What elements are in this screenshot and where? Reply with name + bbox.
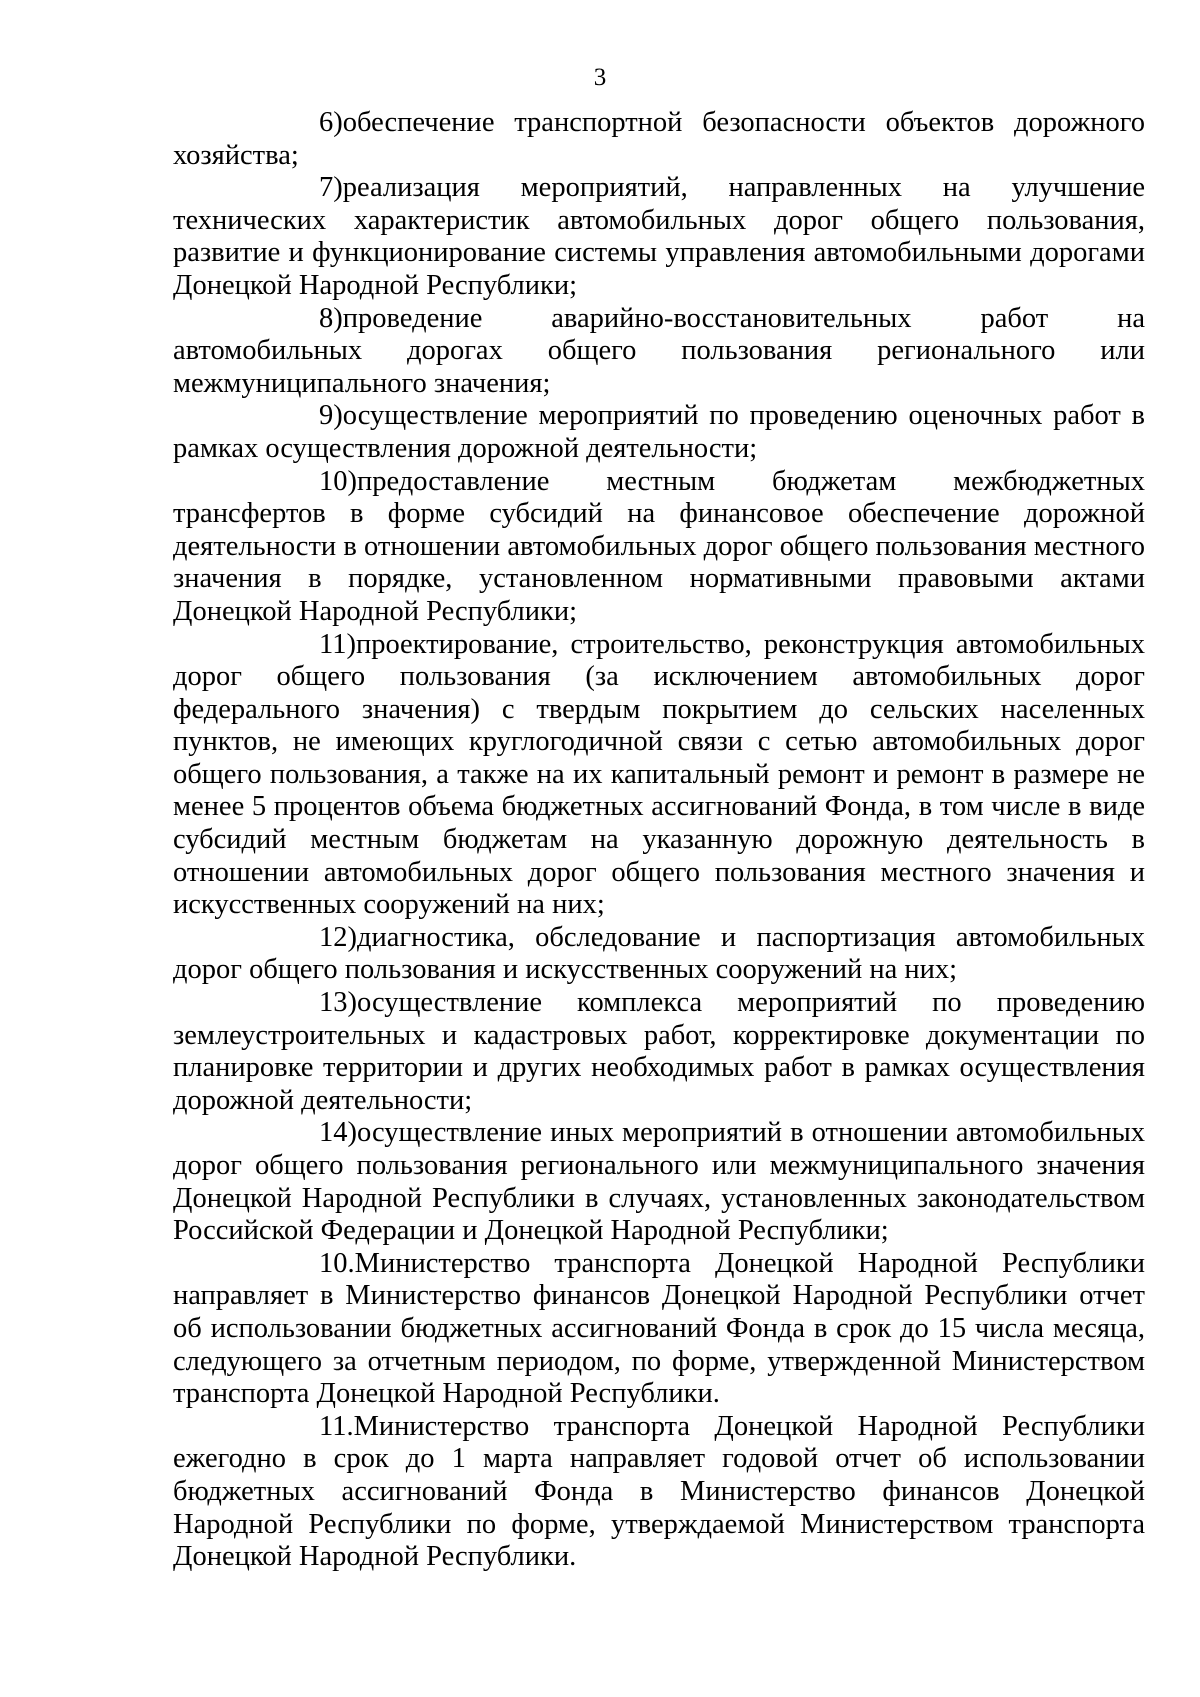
item-text: осуществление иных мероприятий в отношении автомобильных дорог общего пользования регионального или межмуниципального значения Донецкой Народной Республики в случаях, установленных законодательством Российской Федерации и Донецкой Народной Республики; (173, 1117, 1145, 1247)
page-number: 3 (593, 64, 607, 91)
list-item-9 (173, 400, 1145, 465)
document-body (173, 107, 1145, 1574)
section-text: Министерство транспорта Донецкой Народной Республики ежегодно в срок до 1 марта направляет годовой отчет об использовании бюджетных ассигнований Фонда в Министерство финансов Донецкой Народной Республики по форме, утверждаемой Министерством транспорта Донецкой Народной Республики. (173, 1410, 1145, 1573)
section-number: 11. (319, 1410, 354, 1442)
section-text: Министерство транспорта Донецкой Народной Республики направляет в Министерство финансов Донецкой Народной Республики отчет об использовании бюджетных ассигнований Фонда в срок до 15 числа месяца, следующего за отчетным периодом, по форме, утвержденной Министерством транспорта Донецкой Народной Республики. (173, 1247, 1145, 1410)
item-text: реализация мероприятий, направленных на улучшение технических характеристик автомобильных дорог общего пользования, развитие и функционирование системы управления автомобильными дорогами Донецкой Народной Республики; (173, 172, 1145, 301)
item-number: 13) (319, 987, 357, 1019)
list-item-8 (173, 303, 1145, 401)
section-11 (173, 1411, 1145, 1574)
item-text: диагностика, обследование и паспортизация автомобильных дорог общего пользования и искусственных сооружений на них; (173, 921, 1145, 986)
list-item-12 (173, 922, 1145, 987)
item-text: осуществление мероприятий по проведению оценочных работ в рамках осуществления дорожной деятельности; (173, 400, 1145, 464)
item-text: предоставление местным бюджетам межбюджетных трансфертов в форме субсидий на финансовое обеспечение дорожной деятельности в отношении автомобильных дорог общего пользования местного значения в порядке, установленном нормативными правовыми актами Донецкой Народной Республики; (173, 465, 1145, 627)
item-number: 6) (319, 107, 343, 138)
item-number: 8) (319, 302, 343, 334)
item-number: 9) (319, 400, 343, 432)
item-text: проведение аварийно-восстановительных работ на автомобильных дорогах общего пользования регионального или межмуниципального значения; (173, 302, 1145, 399)
section-10 (173, 1248, 1145, 1411)
list-item-13 (173, 987, 1145, 1117)
list-item-7 (173, 172, 1145, 302)
item-number: 12) (319, 921, 357, 953)
list-item-14 (173, 1117, 1145, 1247)
item-text: проектирование, строительство, реконструкция автомобильных дорог общего пользования (за исключением автомобильных дорог федерального значения) с твердым покрытием до сельских населенных пунктов, не имеющих круглогодичной связи с сетью автомобильных дорог общего пользования, а также на их капитальный ремонт и ремонт в размере не менее 5 процентов объема бюджетных ассигнований Фонда, в том числе в виде субсидий местным бюджетам на указанную дорожную деятельность в отношении автомобильных дорог общего пользования местного значения и искусственных сооружений на них; (173, 628, 1145, 921)
item-number: 7) (319, 172, 343, 204)
list-item-6 (173, 107, 1145, 172)
list-item-11 (173, 629, 1145, 922)
item-text: осуществление комплекса мероприятий по проведению землеустроительных и кадастровых работ, корректировке документации по планировке территории и других необходимых работ в рамках осуществления дорожной деятельности; (173, 987, 1145, 1116)
item-number: 11) (319, 628, 356, 660)
item-text: обеспечение транспортной безопасности объектов дорожного хозяйства; (173, 107, 1145, 171)
item-number: 14) (319, 1117, 357, 1149)
list-item-10 (173, 466, 1145, 629)
item-number: 10) (319, 465, 357, 497)
section-number: 10. (319, 1247, 355, 1279)
